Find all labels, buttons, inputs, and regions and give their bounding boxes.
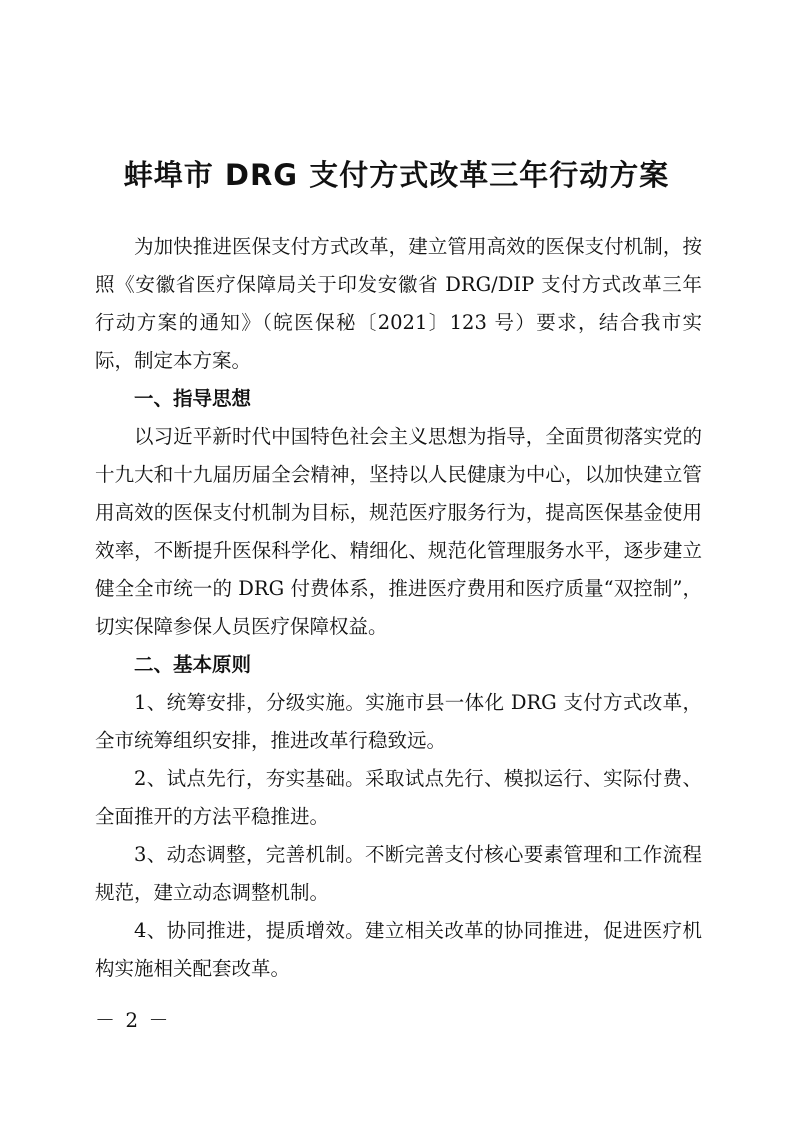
guiding-ideology-paragraph: 以习近平新时代中国特色社会主义思想为指导，全面贯彻落实党的十九大和十九届历届全会精神，坚持以人民健康为中心，以加快建立管用高效的医保支付机制为目标，规范医疗服务行为，提高医保基金使用效率，不断提升医保科学化、精细化、规范化管理服务水平，逐步建立健全全市统一的 DRG 付费体系，推进医疗费用和医疗质量“双控制”，切实保障参保人员医疗保障权益。 — [95, 425, 702, 638]
intro-paragraph: 为加快推进医保支付方式改革，建立管用高效的医保支付机制，按照《安徽省医疗保障局关于印发安徽省 DRG/DIP 支付方式改革三年行动方案的通知》（皖医保秘〔2021〕123 号）要求，结合我市实际，制定本方案。 — [95, 235, 702, 372]
section-heading-basic-principles: 二、基本原则 — [134, 653, 252, 676]
page-number: － 2 － — [95, 1008, 171, 1032]
principle-item: 2、试点先行，夯实基础。采取试点先行、模拟运行、实际付费、全面推开的方法平稳推进。 — [95, 767, 702, 828]
principle-item: 4、协同推进，提质增效。建立相关改革的协同推进，促进医疗机构实施相关配套改革。 — [95, 919, 702, 980]
section-heading-guiding-ideology: 一、指导思想 — [134, 387, 252, 410]
principle-item: 1、统筹安排，分级实施。实施市县一体化 DRG 支付方式改革，全市统筹组织安排，推进改革行稳致远。 — [95, 691, 702, 752]
document-body — [95, 228, 702, 988]
principle-item: 3、动态调整，完善机制。不断完善支付核心要素管理和工作流程规范，建立动态调整机制。 — [95, 843, 702, 904]
document-title: 蚌埠市 DRG 支付方式改革三年行动方案 — [123, 158, 670, 192]
